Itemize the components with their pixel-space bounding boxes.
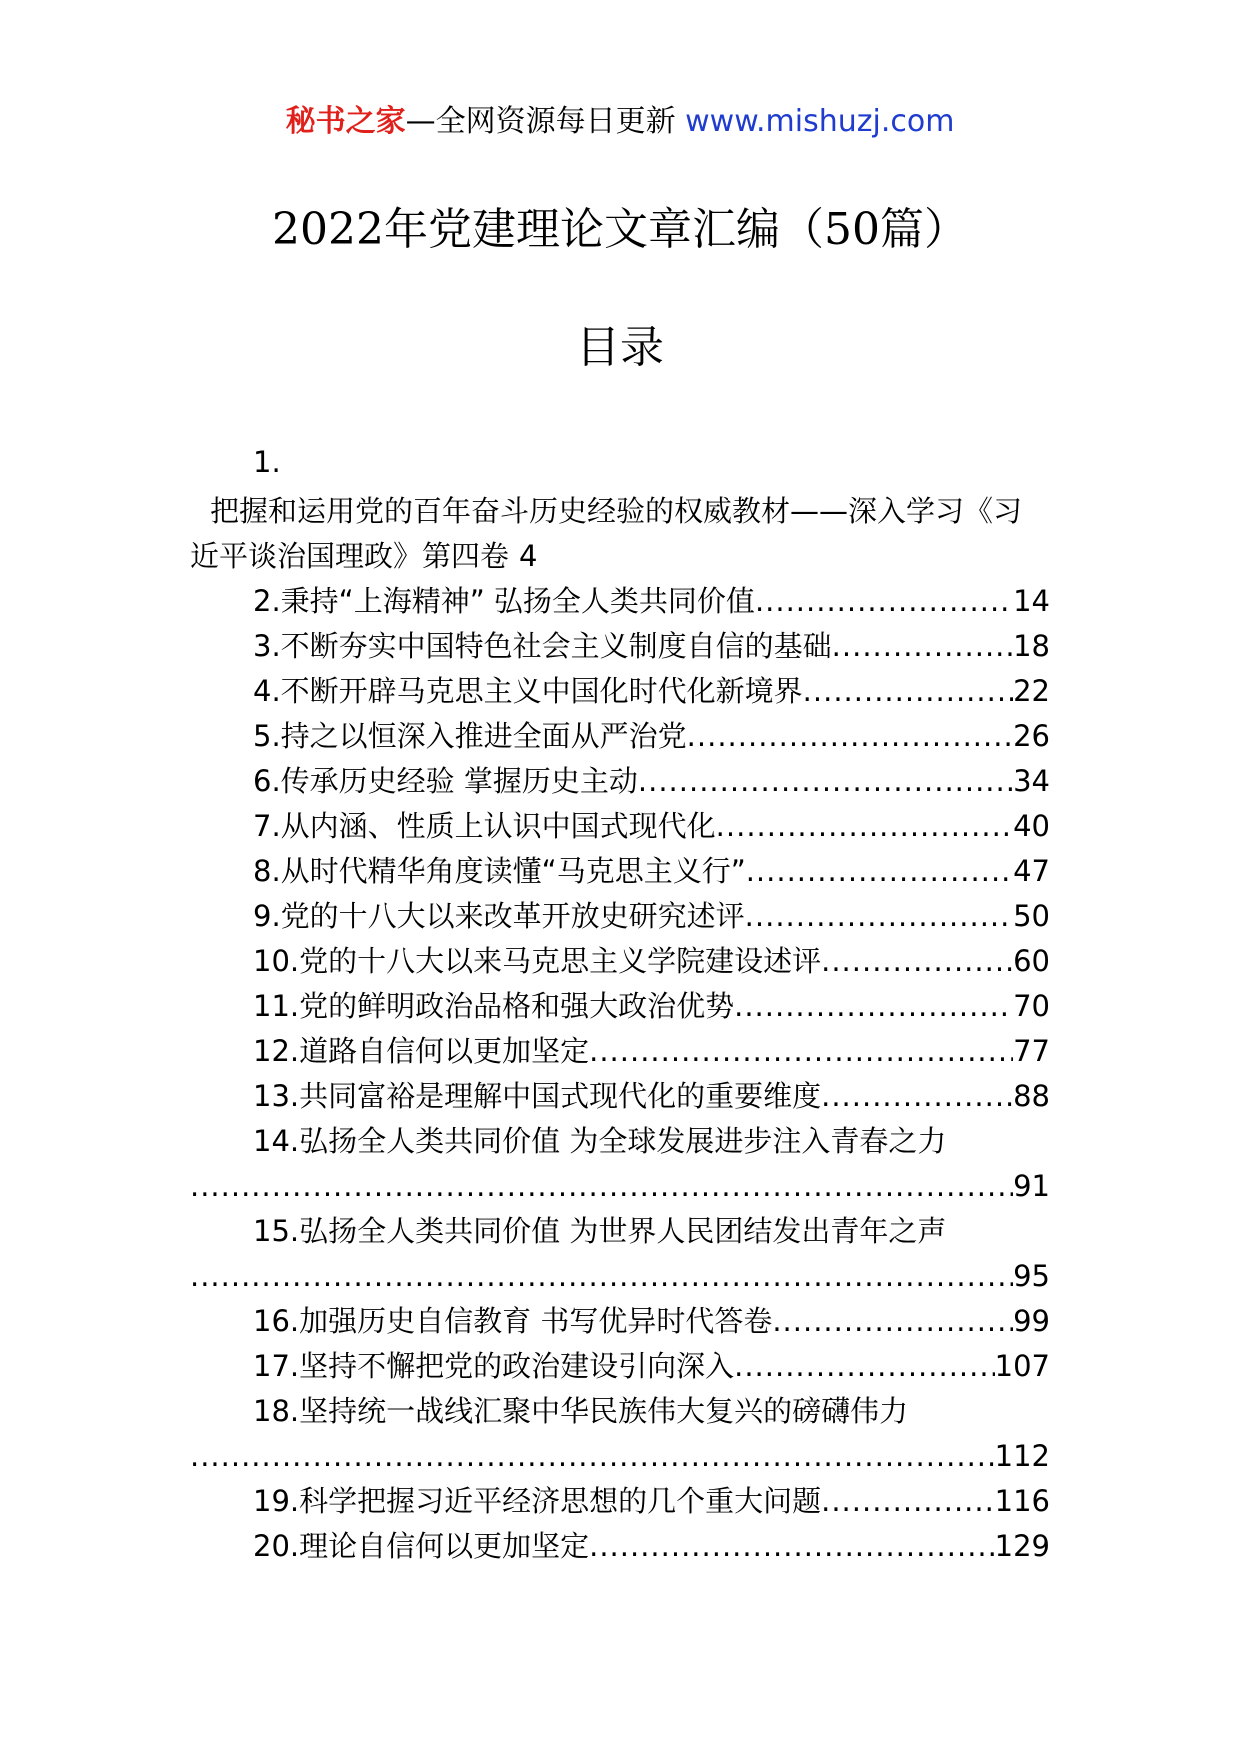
toc-leader-dots — [821, 939, 1013, 984]
toc-entry-1[interactable] — [190, 435, 1050, 579]
toc-entry-title: 13.共同富裕是理解中国式现代化的重要维度 — [253, 1079, 822, 1113]
toc-entry[interactable] — [190, 894, 1050, 939]
toc-entry-page: 77 — [1013, 1034, 1050, 1068]
toc-entry[interactable] — [190, 759, 1050, 804]
toc-leader-dots — [687, 714, 1013, 759]
toc-leader-dots — [190, 1164, 1013, 1209]
toc-entry-title: 2.秉持“上海精神” 弘扬全人类共同价值 — [253, 584, 755, 618]
toc-entry[interactable] — [190, 1479, 1050, 1524]
toc-entry-title: 7.从内涵、性质上认识中国式现代化 — [253, 809, 716, 843]
toc-entry-title: 17.坚持不懈把党的政治建设引向深入 — [253, 1349, 735, 1383]
toc-entry-page: 26 — [1013, 719, 1050, 753]
toc-entry-page: 112 — [994, 1439, 1050, 1473]
toc-entry-title: 16.加强历史自信教育 书写优异时代答卷 — [253, 1304, 773, 1338]
toc-leader-dots — [803, 669, 1013, 714]
toc-entry-title: 把握和运用党的百年奋斗历史经验的权威教材——深入学习《习近平谈治国理政》第四卷 — [190, 494, 1023, 573]
toc-entry-page: 50 — [1013, 899, 1050, 933]
toc-leader-dots — [821, 1479, 995, 1524]
toc-entry[interactable] — [190, 984, 1050, 1029]
toc-entry-page: 40 — [1013, 809, 1050, 843]
toc-entry[interactable] — [190, 624, 1050, 669]
toc-entry[interactable] — [190, 1029, 1050, 1074]
toc-entry-page: 99 — [1013, 1304, 1050, 1338]
toc-entry-page: 116 — [994, 1484, 1050, 1518]
toc-entry-page: 22 — [1013, 674, 1050, 708]
toc-entry-page: 60 — [1013, 944, 1050, 978]
toc-leader-dots — [734, 984, 1013, 1029]
toc-entry-page: 47 — [1013, 854, 1050, 888]
toc-leader-dots — [190, 1434, 995, 1479]
toc-entry[interactable] — [190, 1389, 1050, 1479]
document-title: 2022年党建理论文章汇编（50篇） — [272, 204, 968, 255]
toc-entry-page: 91 — [1013, 1169, 1050, 1203]
toc-entry-title: 19.科学把握习近平经济思想的几个重大问题 — [253, 1484, 822, 1518]
toc-entry-title: 9.党的十八大以来改革开放史研究述评 — [253, 899, 745, 933]
table-of-contents — [190, 435, 1050, 1569]
toc-entry[interactable] — [190, 1119, 1050, 1209]
toc-entry-page: 34 — [1013, 764, 1050, 798]
toc-leader-dots — [755, 579, 1013, 624]
toc-entry[interactable] — [190, 1074, 1050, 1119]
site-brand: 秘书之家 — [285, 104, 406, 139]
toc-heading: 目录 — [576, 322, 664, 373]
toc-entry[interactable] — [190, 714, 1050, 759]
site-slogan: —全网资源每日更新 — [405, 104, 676, 139]
toc-list — [190, 579, 1050, 1569]
toc-entry[interactable] — [190, 849, 1050, 894]
toc-entry[interactable] — [190, 1299, 1050, 1344]
toc-entry[interactable] — [190, 804, 1050, 849]
toc-entry-title: 4.不断开辟马克思主义中国化时代化新境界 — [253, 674, 803, 708]
toc-leader-dots — [716, 804, 1013, 849]
toc-leader-dots — [832, 624, 1013, 669]
toc-leader-dots — [589, 1524, 995, 1569]
toc-entry-title: 11.党的鲜明政治品格和强大政治优势 — [253, 989, 735, 1023]
toc-entry-title: 3.不断夯实中国特色社会主义制度自信的基础 — [253, 629, 832, 663]
toc-entry-page: 70 — [1013, 989, 1050, 1023]
toc-entry[interactable] — [190, 1524, 1050, 1569]
toc-entry[interactable] — [190, 669, 1050, 714]
toc-leader-dots — [745, 894, 1013, 939]
toc-entry-page: 107 — [994, 1349, 1050, 1383]
toc-entry-page: 129 — [994, 1529, 1050, 1563]
toc-leader-dots — [746, 849, 1013, 894]
toc-entry[interactable] — [190, 579, 1050, 624]
toc-entry-title: 10.党的十八大以来马克思主义学院建设述评 — [253, 944, 822, 978]
toc-entry-page: 4 — [519, 539, 538, 573]
toc-leader-dots — [589, 1029, 1013, 1074]
toc-leader-dots — [190, 1254, 1013, 1299]
toc-entry[interactable] — [190, 1209, 1050, 1299]
toc-entry-page: 18 — [1013, 629, 1050, 663]
toc-entry-number: 1. — [253, 445, 281, 479]
toc-leader-dots — [772, 1299, 1013, 1344]
toc-leader-dots — [734, 1344, 995, 1389]
toc-leader-dots — [821, 1074, 1013, 1119]
toc-entry-page: 14 — [1013, 584, 1050, 618]
toc-entry-title: 6.传承历史经验 掌握历史主动 — [253, 764, 638, 798]
toc-entry-title: 14.弘扬全人类共同价值 为全球发展进步注入青春之力 — [253, 1124, 947, 1158]
toc-entry-title: 5.持之以恒深入推进全面从严治党 — [253, 719, 687, 753]
toc-entry[interactable] — [190, 1344, 1050, 1389]
toc-entry-page: 95 — [1013, 1259, 1050, 1293]
toc-entry-title: 8.从时代精华角度读懂“马克思主义行” — [253, 854, 746, 888]
site-url[interactable]: www.mishuzj.com — [685, 104, 955, 139]
toc-entry-page: 88 — [1013, 1079, 1050, 1113]
toc-entry[interactable] — [190, 939, 1050, 984]
toc-leader-dots — [638, 759, 1013, 804]
toc-entry-title: 18.坚持统一战线汇聚中华民族伟大复兴的磅礴伟力 — [253, 1394, 909, 1428]
toc-entry-title: 20.理论自信何以更加坚定 — [253, 1529, 590, 1563]
toc-entry-title: 12.道路自信何以更加坚定 — [253, 1034, 590, 1068]
toc-entry-title: 15.弘扬全人类共同价值 为世界人民团结发出青年之声 — [253, 1214, 947, 1248]
site-header — [0, 100, 1240, 144]
toc-entry-text — [190, 489, 1050, 579]
